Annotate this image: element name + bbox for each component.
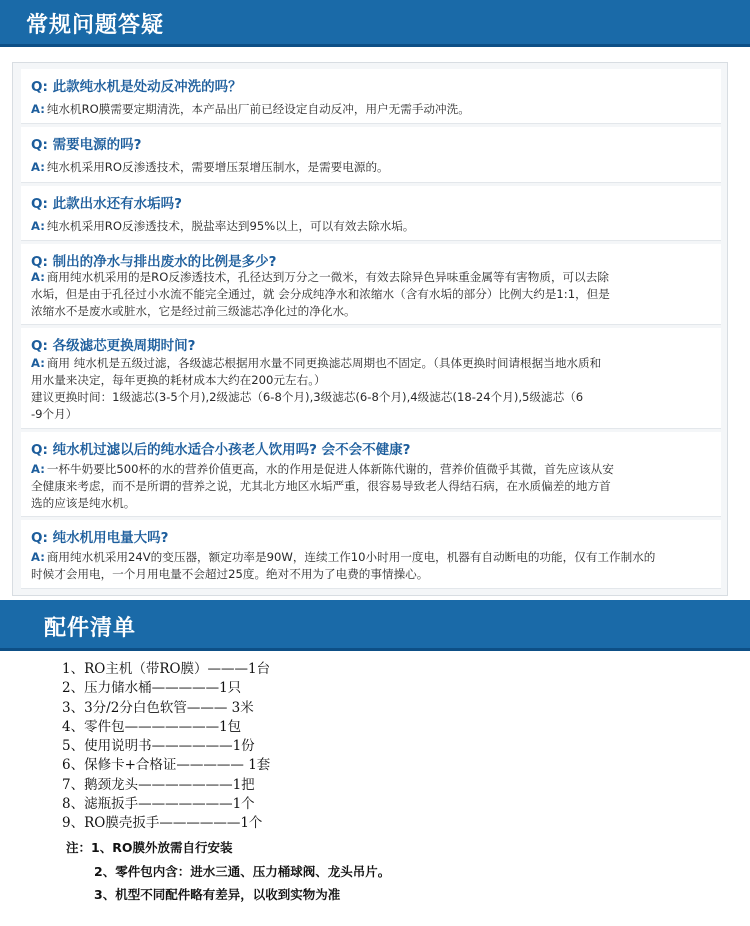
faq-item	[21, 432, 721, 517]
faq-question: Q: 制出的净水与排出废水的比例是多少?	[31, 254, 277, 270]
answer-text: 纯水机采用RO反渗透技术，需要增压泵增压制水，是需要电源的。	[46, 160, 389, 174]
answer-label: A:	[31, 219, 45, 233]
faq-question: Q: 纯水机过滤以后的纯水适合小孩老人饮用吗? 会不会不健康?	[31, 442, 411, 458]
faq-item	[21, 186, 721, 241]
parts-list-item: 1、RO主机（带RO膜）———1台	[62, 661, 271, 677]
answer-text: 商用纯水机采用24V的变压器，额定功率是90W，连续工作10小时用一度电，机器有自动断电的功能，仅有工作制水的	[46, 550, 656, 564]
parts-note: 3、机型不同配件略有差异，以收到实物为准	[94, 887, 341, 902]
faq-question: Q: 此款出水还有水垢吗?	[31, 196, 182, 212]
parts-list-item: 3、3分/2分白色软管——— 3米	[62, 699, 254, 716]
parts-list-item: 4、零件包———————1包	[62, 718, 242, 735]
answer-text: 时候才会用电，一个月用电量不会超过25度。绝对不用为了电费的事情操心。	[31, 567, 429, 581]
faq-answer	[31, 269, 715, 320]
faq-panel	[12, 62, 728, 596]
answer-label: A:	[31, 462, 45, 476]
answer-text: 商用 纯水机是五级过滤，各级滤芯根据用水量不同更换滤芯周期也不固定。（具体更换时间请根据当地水质和	[46, 356, 602, 370]
answer-text: 选的应该是纯水机。	[31, 496, 136, 510]
faq-question: Q: 此款纯水机是处动反冲洗的吗？	[31, 79, 242, 95]
parts-section-banner	[0, 600, 750, 651]
faq-item	[21, 520, 721, 589]
answer-label: A:	[31, 550, 45, 564]
faq-answer	[31, 218, 715, 235]
faq-item	[21, 328, 721, 429]
faq-question: Q: 需要电源的吗?	[31, 137, 142, 153]
parts-list-item: 6、保修卡+合格证————— 1套	[62, 757, 271, 774]
faq-answer	[31, 461, 715, 512]
faq-answer	[31, 355, 715, 423]
answer-text: 水垢，但是由于孔径过小水流不能完全通过，就 会分成纯净水和浓缩水（含有水垢的部分）比例大约是1:1，但是	[31, 287, 610, 301]
faq-answer	[31, 101, 715, 118]
parts-list-item: 9、RO膜壳扳手——————1个	[62, 815, 263, 832]
answer-text: 纯水机RO膜需要定期清洗，本产品出厂前已经设定自动反冲，用户无需手动冲洗。	[46, 102, 470, 116]
parts-list	[62, 660, 270, 834]
answer-text: 浓缩水不是废水或脏水，它是经过前三级滤芯净化过的净化水。	[31, 304, 356, 318]
faq-item	[21, 69, 721, 124]
faq-item	[21, 127, 721, 183]
faq-answer	[31, 159, 715, 176]
parts-list-item: 2、压力储水桶—————1只	[62, 680, 242, 697]
parts-list-item: 7、鹅颈龙头———————1把	[62, 776, 255, 793]
faq-answer	[31, 549, 715, 583]
answer-text: 用水量来决定，每年更换的耗材成本大约在200元左右。）	[31, 373, 326, 387]
answer-label: A:	[31, 270, 45, 284]
answer-text: 纯水机采用RO反渗透技术，脱盐率达到95%以上，可以有效去除水垢。	[46, 219, 415, 233]
answer-label: A:	[31, 160, 45, 174]
parts-section-title: 配件清单	[44, 616, 137, 641]
answer-text: -9个月）	[31, 407, 78, 421]
parts-list-item: 8、滤瓶扳手———————1个	[62, 796, 255, 813]
parts-note: 2、零件包内含：进水三通、压力桶球阀、龙头吊片。	[94, 864, 391, 879]
faq-question: Q: 各级滤芯更换周期时间?	[31, 338, 196, 354]
answer-text: 全健康来考虑，而不是所谓的营养之说，尤其北方地区水垢严重，很容易导致老人得结石病，在水质偏差的地方首	[31, 479, 611, 493]
faq-section-banner	[0, 0, 750, 47]
faq-item	[21, 244, 721, 325]
faq-question: Q: 纯水机用电量大吗?	[31, 530, 169, 546]
answer-text: 商用纯水机采用的是RO反渗透技术，孔径达到万分之一微米，有效去除异色异味重金属等有害物质，可以去除	[46, 270, 609, 284]
answer-text: 一杯牛奶要比500杯的水的营养价值更高，水的作用是促进人体新陈代谢的，营养价值微乎其微，首先应该从安	[46, 462, 614, 476]
faq-section-title: 常规问题答疑	[26, 13, 165, 38]
answer-text: 建议更换时间：1级滤芯(3-5个月),2级滤芯（6-8个月),3级滤芯(6-8个月),4级滤芯(18-24个月),5级滤芯（6	[31, 390, 584, 404]
answer-label: A:	[31, 102, 45, 116]
answer-label: A:	[31, 356, 45, 370]
parts-note: 注：1、RO膜外放需自行安装	[66, 840, 233, 855]
parts-list-item: 5、使用说明书——————1份	[62, 738, 255, 755]
